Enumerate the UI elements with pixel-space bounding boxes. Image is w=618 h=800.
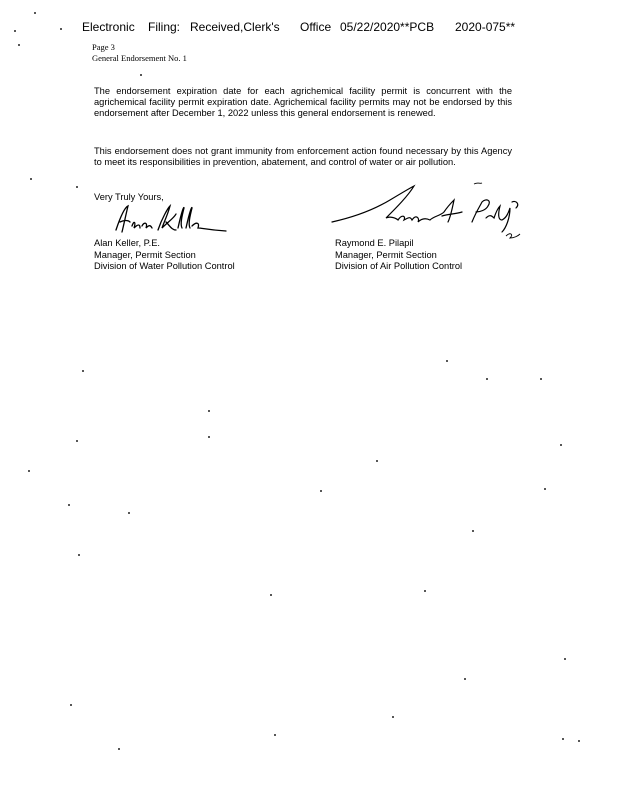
signer-air: [335, 238, 462, 273]
signer-name: Alan Keller, P.E.: [94, 238, 160, 248]
signer-division: Division of Air Pollution Control: [335, 261, 463, 271]
signer-water: [94, 238, 235, 273]
paragraph-immunity: This endorsement does not grant immunity from enforcement action found necessary by this Agency to meet its responsibilities in prevention, abatement, and control of water or air pollution.: [94, 146, 512, 167]
signature-alan-keller: [112, 200, 228, 242]
signer-division: Division of Water Pollution Control: [94, 261, 235, 271]
paragraph-expiration: The endorsement expiration date for each agrichemical facility permit is concurrent with the agrichemical facility permit expiration date. Agrichemical facility permits may not be endorsed by this endorsement after December 1, 2022 unless this general endorsement is renewed.: [94, 86, 512, 118]
filing-stamp: [82, 20, 522, 36]
filing-date: 05/22/2020**PCB: [340, 20, 435, 34]
document-title: General Endorsement No. 1: [92, 53, 187, 63]
filing-office: Office: [300, 20, 332, 34]
filing-electronic: Electronic: [82, 20, 135, 34]
page-header: [92, 42, 187, 64]
signer-title: Manager, Permit Section: [335, 249, 437, 260]
filing-received: Received,Clerk's: [190, 20, 280, 34]
closing-salutation: Very Truly Yours,: [94, 192, 164, 202]
filing-label: Filing:: [148, 20, 181, 34]
filing-case: 2020-075**: [455, 20, 516, 34]
signer-name: Raymond E. Pilapil: [335, 238, 414, 248]
signer-title: Manager, Permit Section: [94, 249, 196, 260]
page-number: Page 3: [92, 42, 115, 52]
